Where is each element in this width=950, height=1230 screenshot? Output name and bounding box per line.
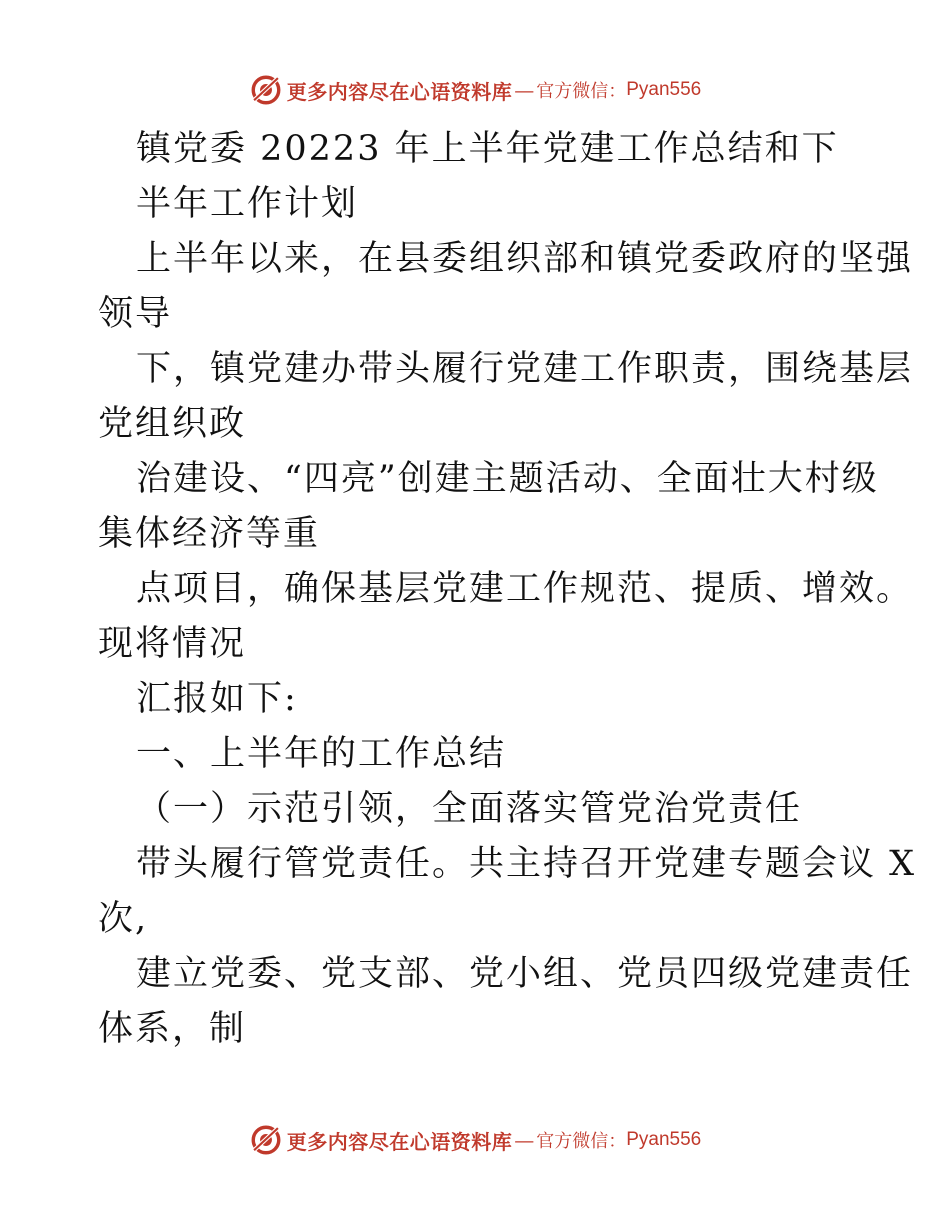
- text-line: 镇党委 20223 年上半年党建工作总结和下: [136, 129, 839, 169]
- footer-watermark: [0, 1120, 950, 1160]
- text-line: 治建设、“四亮”创建主题活动、全面壮大村级: [136, 459, 879, 499]
- watermark-wechat-id: Pyan556: [626, 1129, 702, 1150]
- text-line: 一、上半年的工作总结: [136, 734, 507, 774]
- watermark-separator: —: [514, 1128, 535, 1152]
- watermark-wechat-id: Pyan556: [626, 79, 702, 100]
- text-line: 带头履行管党责任。共主持召开党建专题会议 X: [136, 844, 917, 884]
- text-line: 党组织政: [98, 404, 247, 444]
- text-line: 领导: [98, 294, 173, 334]
- document-body: [98, 122, 917, 1057]
- header-watermark: [0, 70, 950, 110]
- logo-icon: [249, 1123, 283, 1157]
- text-line: 次,: [98, 899, 149, 939]
- text-line: 上半年以来，在县委组织部和镇党委政府的坚强: [136, 239, 914, 279]
- text-line: （一）示范引领，全面落实管党治党责任: [136, 789, 803, 829]
- text-line: 汇报如下:: [136, 679, 298, 719]
- watermark-label: 官方微信：: [536, 1131, 627, 1152]
- watermark-label: 官方微信：: [536, 81, 627, 102]
- watermark-separator: —: [514, 78, 535, 102]
- text-line: 下，镇党建办带头履行党建工作职责，围绕基层: [136, 349, 914, 389]
- watermark-text: 更多内容尽在心语资料库: [286, 1129, 513, 1154]
- text-line: 体系，制: [98, 1009, 247, 1049]
- text-line: 现将情况: [98, 624, 247, 664]
- text-line: 集体经济等重: [98, 514, 321, 554]
- watermark-text: 更多内容尽在心语资料库: [286, 79, 513, 104]
- text-line: 半年工作计划: [136, 184, 359, 224]
- text-line: 点项目，确保基层党建工作规范、提质、增效。: [136, 569, 914, 609]
- text-line: 建立党委、党支部、党小组、党员四级党建责任: [136, 954, 914, 994]
- logo-icon: [249, 73, 283, 107]
